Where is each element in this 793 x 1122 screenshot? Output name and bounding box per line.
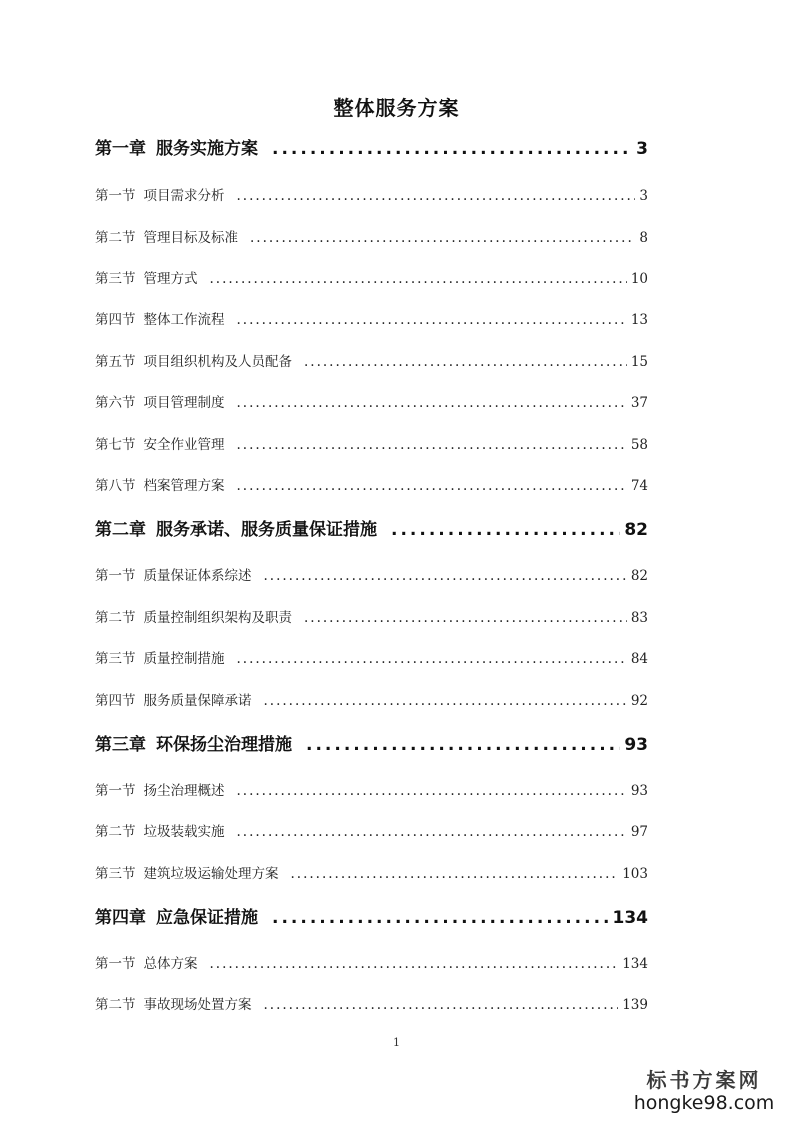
watermark-site-name: 标书方案网: [646, 1068, 762, 1092]
page-ref: 3: [639, 188, 648, 204]
document-title: 整体服务方案: [333, 96, 460, 120]
chapter-title: 服务承诺、服务质量保证措施: [156, 520, 377, 540]
page-ref: 37: [630, 395, 648, 411]
toc-section[interactable]: [95, 606, 648, 626]
section-prefix: 第一节: [95, 568, 136, 584]
section-prefix: 第二节: [95, 824, 136, 840]
section-title: 管理方式: [143, 271, 198, 287]
toc-chapter-4[interactable]: [95, 903, 648, 928]
leader-dots: [237, 437, 627, 453]
page-ref: 92: [630, 693, 648, 709]
leader-dots: [291, 866, 619, 882]
watermark-url: hongke98.com: [633, 1092, 775, 1114]
section-title: 项目组织机构及人员配备: [143, 354, 292, 370]
page-ref: 13: [630, 312, 648, 328]
toc-section[interactable]: [95, 184, 648, 204]
leader-dots: [237, 824, 627, 840]
section-title: 总体方案: [143, 956, 198, 972]
section-title: 质量控制措施: [143, 651, 225, 667]
leader-dots: [264, 997, 619, 1013]
section-prefix: 第三节: [95, 651, 136, 667]
leader-dots: [304, 354, 627, 370]
section-prefix: 第四节: [95, 693, 136, 709]
page-ref: 58: [630, 437, 648, 453]
section-title: 项目需求分析: [143, 188, 225, 204]
leader-dots: [237, 783, 627, 799]
section-title: 整体工作流程: [143, 312, 225, 328]
toc-section[interactable]: [95, 993, 648, 1013]
section-title: 事故现场处置方案: [143, 997, 252, 1013]
toc-chapter-2[interactable]: [95, 515, 648, 540]
section-prefix: 第四节: [95, 312, 136, 328]
section-prefix: 第八节: [95, 478, 136, 494]
section-title: 建筑垃圾运输处理方案: [143, 866, 279, 882]
toc-section[interactable]: [95, 474, 648, 494]
page-ref: 10: [630, 271, 648, 287]
toc-section[interactable]: [95, 820, 648, 840]
chapter-title: 环保扬尘治理措施: [156, 735, 292, 755]
page-ref: 103: [622, 866, 648, 882]
chapter-title: 服务实施方案: [156, 139, 258, 159]
toc-section[interactable]: [95, 391, 648, 411]
page-ref: 93: [630, 783, 648, 799]
leader-dots: [237, 651, 627, 667]
page-ref: 134: [612, 908, 648, 928]
section-prefix: 第一节: [95, 956, 136, 972]
section-prefix: 第二节: [95, 997, 136, 1013]
page-number: 1: [393, 1036, 400, 1049]
leader-dots: [237, 478, 627, 494]
section-title: 扬尘治理概述: [143, 783, 225, 799]
section-prefix: 第三节: [95, 866, 136, 882]
section-title: 服务质量保障承诺: [143, 693, 252, 709]
toc-section[interactable]: [95, 564, 648, 584]
section-prefix: 第一节: [95, 188, 136, 204]
toc-chapter-3[interactable]: [95, 730, 648, 755]
section-title: 垃圾装载实施: [143, 824, 225, 840]
chapter-prefix: 第三章: [95, 735, 146, 755]
page-ref: 134: [622, 956, 648, 972]
toc-section[interactable]: [95, 862, 648, 882]
page-ref: 82: [630, 568, 648, 584]
leader-dots: [391, 520, 620, 540]
section-title: 质量保证体系综述: [143, 568, 252, 584]
toc-chapter-1[interactable]: [95, 134, 648, 159]
page-ref: 74: [630, 478, 648, 494]
leader-dots: [272, 908, 609, 928]
leader-dots: [237, 395, 627, 411]
leader-dots: [306, 735, 620, 755]
chapter-prefix: 第一章: [95, 139, 146, 159]
leader-dots: [210, 271, 627, 287]
section-prefix: 第五节: [95, 354, 136, 370]
section-prefix: 第二节: [95, 610, 136, 626]
chapter-title: 应急保证措施: [156, 908, 258, 928]
toc-section[interactable]: [95, 267, 648, 287]
section-title: 质量控制组织架构及职责: [143, 610, 292, 626]
section-prefix: 第一节: [95, 783, 136, 799]
page-ref: 84: [630, 651, 648, 667]
section-prefix: 第三节: [95, 271, 136, 287]
leader-dots: [237, 188, 636, 204]
leader-dots: [272, 139, 632, 159]
chapter-prefix: 第二章: [95, 520, 146, 540]
section-prefix: 第六节: [95, 395, 136, 411]
leader-dots: [250, 230, 635, 246]
toc-section[interactable]: [95, 689, 648, 709]
page-ref: 3: [636, 139, 648, 159]
section-title: 管理目标及标准: [143, 230, 238, 246]
page-ref: 15: [630, 354, 648, 370]
page-ref: 83: [630, 610, 648, 626]
section-prefix: 第二节: [95, 230, 136, 246]
watermark: [629, 1068, 779, 1114]
chapter-prefix: 第四章: [95, 908, 146, 928]
section-prefix: 第七节: [95, 437, 136, 453]
page-ref: 93: [624, 735, 648, 755]
toc-section[interactable]: [95, 226, 648, 246]
toc-section[interactable]: [95, 779, 648, 799]
page-ref: 97: [630, 824, 648, 840]
section-title: 档案管理方案: [143, 478, 225, 494]
leader-dots: [304, 610, 627, 626]
leader-dots: [237, 312, 627, 328]
page-ref: 139: [622, 997, 648, 1013]
toc-section[interactable]: [95, 952, 648, 972]
toc-section[interactable]: [95, 647, 648, 667]
leader-dots: [264, 693, 627, 709]
leader-dots: [264, 568, 627, 584]
leader-dots: [210, 956, 619, 972]
page-ref: 8: [639, 230, 648, 246]
toc-section[interactable]: [95, 308, 648, 328]
section-title: 安全作业管理: [143, 437, 225, 453]
toc-section[interactable]: [95, 350, 648, 370]
page-ref: 82: [624, 520, 648, 540]
toc-section[interactable]: [95, 433, 648, 453]
section-title: 项目管理制度: [143, 395, 225, 411]
